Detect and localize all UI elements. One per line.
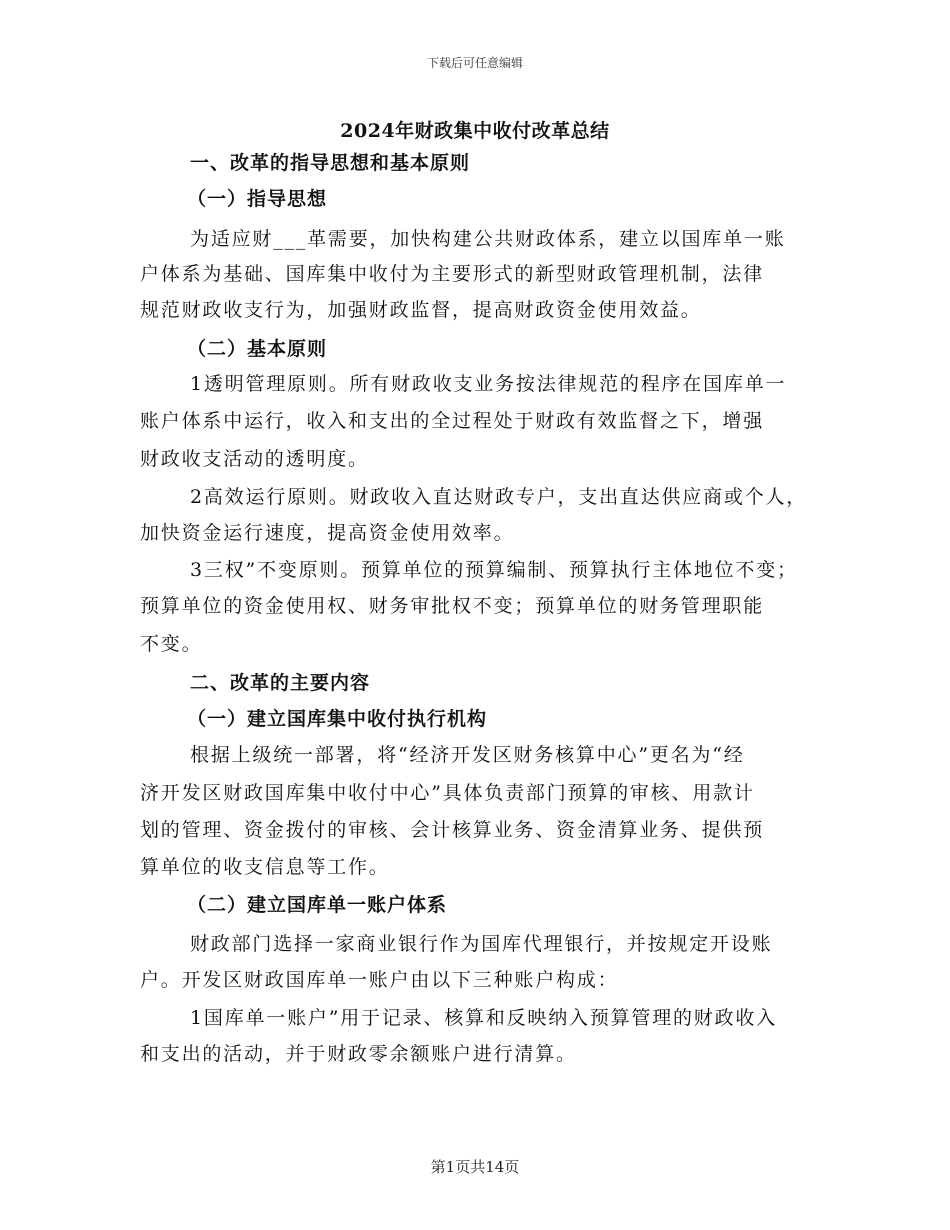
page-number-footer: 第1页共14页 — [430, 1158, 520, 1176]
paragraph-line: 2高效运行原则。财政收入直达财政专户，支出直达供应商或个人， — [190, 486, 808, 508]
paragraph-line: 不变。 — [140, 633, 203, 655]
section-2-sub-2-heading: （二）建立国库单一账户体系 — [187, 894, 448, 916]
section-2-sub-1-heading: （一）建立国库集中收付执行机构 — [187, 708, 488, 730]
paragraph-line: 户体系为基础、国库集中收付为主要形式的新型财政管理机制，法律 — [140, 263, 765, 285]
paragraph-line: 济开发区财政国库集中收付中心”具体负责部门预算的审核、用款计 — [140, 782, 755, 804]
paragraph-line: 算单位的收支信息等工作。 — [140, 856, 390, 878]
paragraph-line: 财政部门选择一家商业银行作为国库代理银行，并按规定开设账 — [190, 933, 773, 955]
header-note: 下载后可任意编辑 — [426, 56, 523, 70]
paragraph-line: 户。开发区财政国库单一账户由以下三种账户构成： — [140, 969, 619, 991]
document-title: 2024年财政集中收付改革总结 — [340, 120, 610, 142]
paragraph-line: 规范财政收支行为，加强财政监督，提高财政资金使用效益。 — [140, 299, 702, 321]
section-1-sub-2-heading: （二）基本原则 — [187, 338, 328, 360]
paragraph-line: 加快资金运行速度，提高资金使用效率。 — [140, 522, 515, 544]
paragraph-line: 划的管理、资金拨付的审核、会计核算业务、资金清算业务、提供预 — [140, 819, 765, 841]
section-2-heading: 二、改革的主要内容 — [190, 672, 371, 694]
paragraph-line: 财政收支活动的透明度。 — [140, 448, 369, 470]
paragraph-line: 预算单位的资金使用权、财务审批权不变；预算单位的财务管理职能 — [140, 595, 765, 617]
section-1-heading: 一、改革的指导思想和基本原则 — [190, 152, 471, 174]
paragraph-line: 根据上级统一部署，将“经济开发区财务核算中心”更名为“经 — [190, 744, 745, 766]
paragraph-line: 3三权”不变原则。预算单位的预算编制、预算执行主体地位不变； — [190, 559, 798, 581]
paragraph-line: 1国库单一账户”用于记录、核算和反映纳入预算管理的财政收入 — [190, 1007, 778, 1029]
paragraph-line: 1透明管理原则。所有财政收支业务按法律规范的程序在国库单一 — [190, 373, 787, 395]
section-1-sub-1-heading: （一）指导思想 — [187, 188, 328, 210]
paragraph-line: 账户体系中运行，收入和支出的全过程处于财政有效监督之下，增强 — [140, 410, 765, 432]
paragraph-line: 为适应财___革需要，加快构建公共财政体系，建立以国库单一账 — [190, 228, 786, 250]
paragraph-line: 和支出的活动，并于财政零余额账户进行清算。 — [140, 1043, 577, 1065]
